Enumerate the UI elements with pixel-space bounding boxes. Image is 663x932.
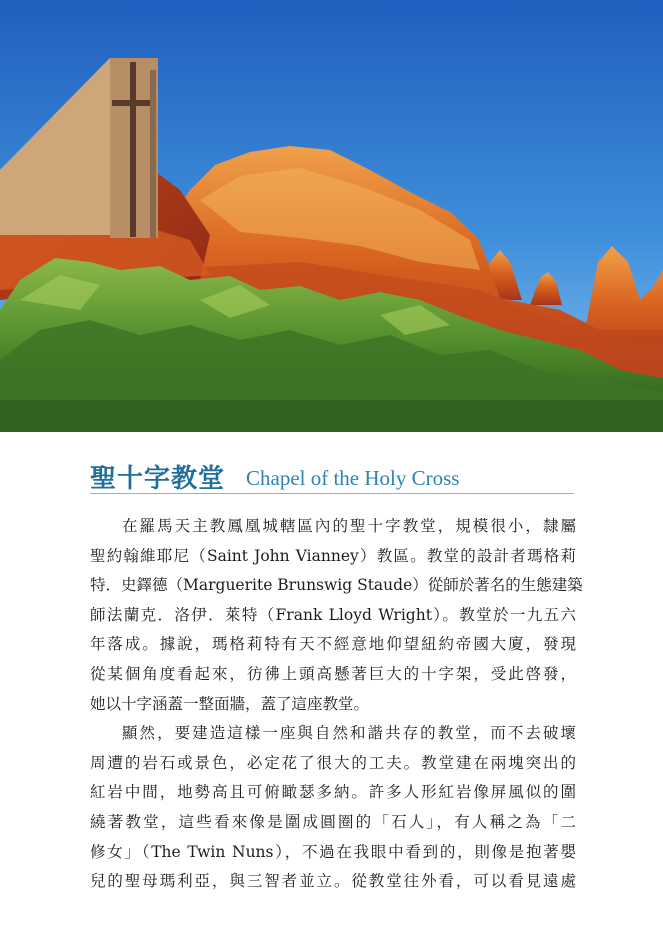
text-line: 她以十字涵蓋一整面牆，蓋了這座教堂。 bbox=[90, 694, 370, 713]
text-line: 顯然，要建造這樣一座與自然和諧共存的教堂，而不去破壞 bbox=[122, 724, 576, 743]
section-heading bbox=[90, 456, 574, 494]
text-line: 聖約翰維耶尼（Saint John Vianney）教區。教堂的設計者瑪格莉 bbox=[90, 546, 576, 565]
article-body bbox=[90, 512, 583, 897]
photo-illustration bbox=[0, 0, 663, 432]
text-line: 修女」（The Twin Nuns），不過在我眼中看到的，則像是抱著嬰 bbox=[90, 842, 576, 861]
text-line: 在羅馬天主教鳳凰城轄區內的聖十字教堂，規模很小，隸屬 bbox=[122, 517, 576, 535]
text-line: 周遭的岩石或景色，必定花了很大的工夫。教堂建在兩塊突出的 bbox=[90, 753, 576, 772]
title-english: Chapel of the Holy Cross bbox=[246, 466, 460, 490]
text-line: 兒的聖母瑪利亞，與三智者並立。從教堂往外看，可以看見遠處 bbox=[90, 872, 576, 891]
paragraph-1 bbox=[90, 512, 583, 719]
text-line: 師法蘭克．洛伊．萊特（Frank Lloyd Wright）。教堂於一九五六 bbox=[90, 605, 576, 624]
text-line: 繞著教堂，這些看來像是圍成圓圈的「石人」，有人稱之為「二 bbox=[90, 812, 576, 831]
paragraph-2 bbox=[90, 719, 576, 897]
text-line: 年落成。據說，瑪格莉特有天不經意地仰望紐約帝國大廈，發現 bbox=[90, 635, 576, 654]
chapel-photo-icon bbox=[0, 0, 663, 432]
text-line: 從某個角度看起來，彷彿上頭高懸著巨大的十字架，受此啓發， bbox=[90, 664, 576, 683]
text-line: 特．史鐸德（Marguerite Brunswig Staude）從師於著名的生態建築 bbox=[90, 576, 583, 595]
title-chinese: 聖十字教堂 bbox=[90, 464, 226, 494]
text-line: 紅岩中間，地勢高且可俯瞰瑟多納。許多人形紅岩像屏風似的圍 bbox=[90, 783, 576, 802]
